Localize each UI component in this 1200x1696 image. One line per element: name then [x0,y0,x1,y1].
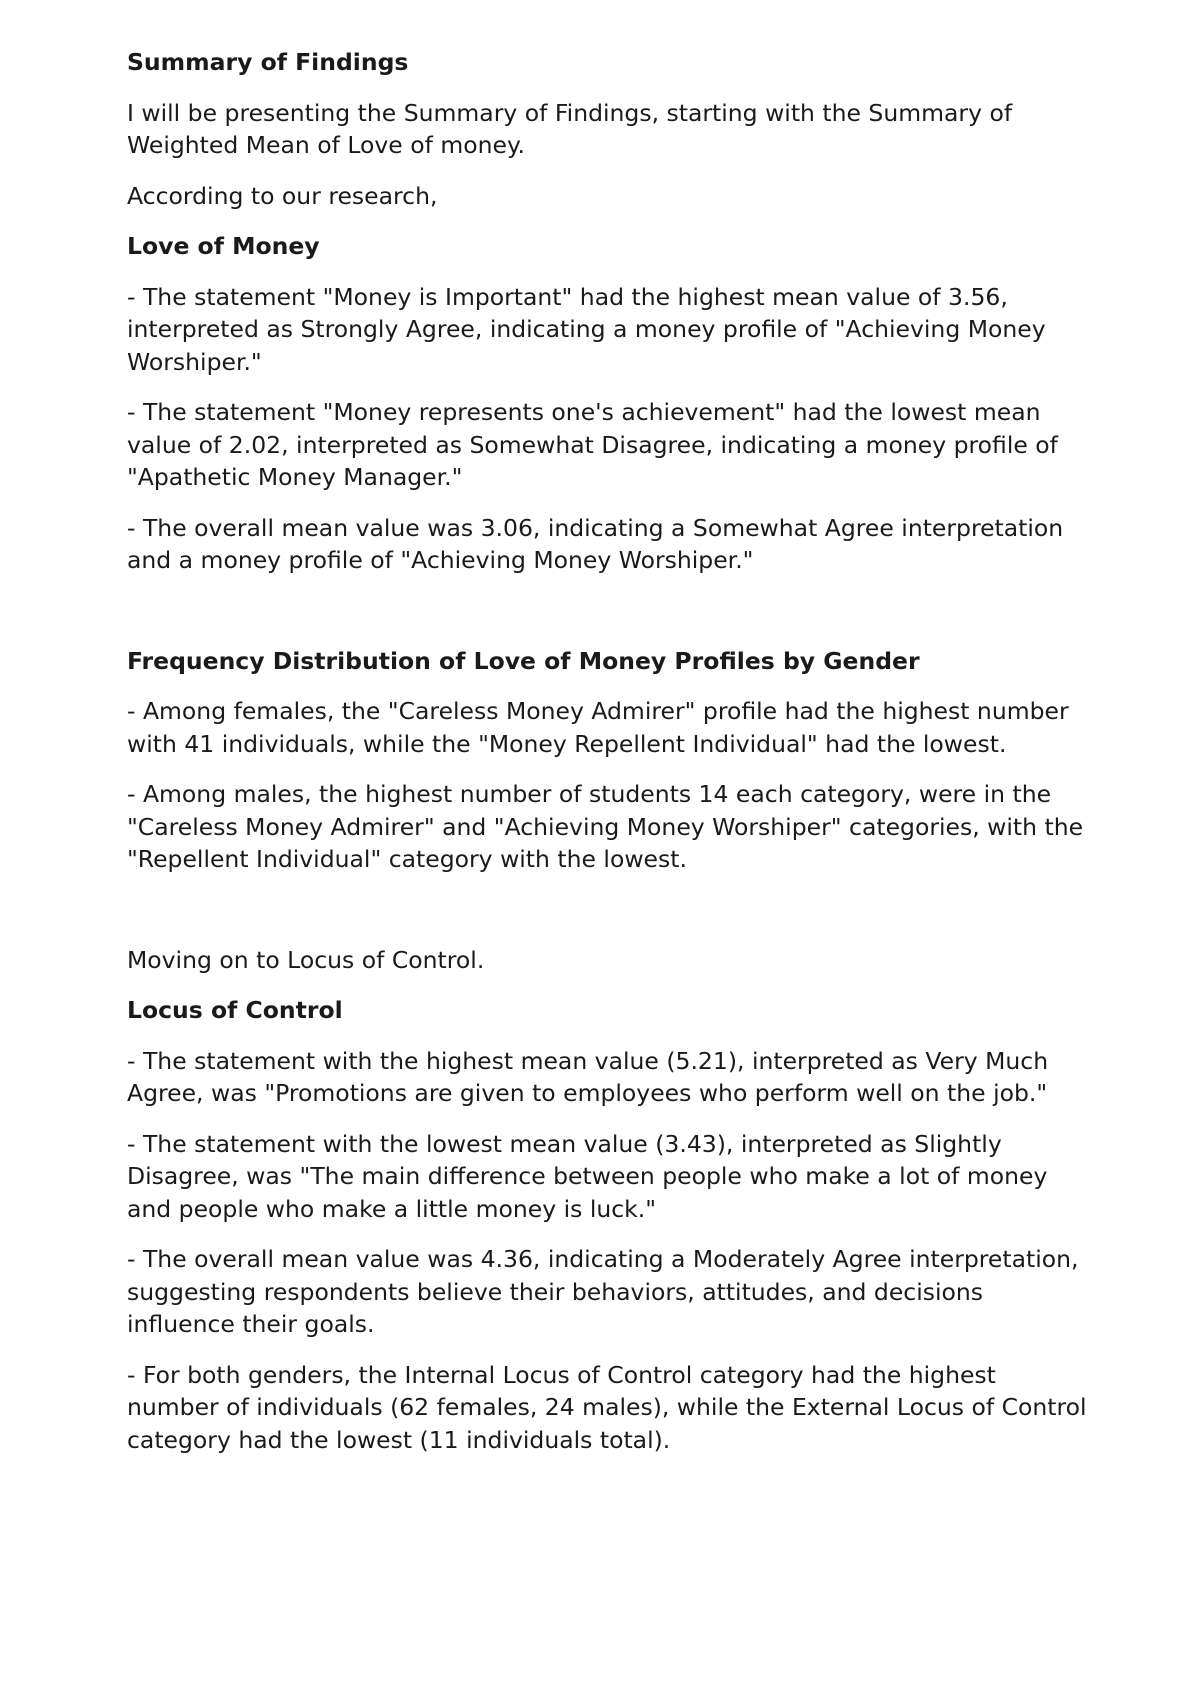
love-of-money-point: - The statement "Money is Important" had the highest mean value of 3.56, interpreted as Strongly Agree, indicating a money profile of "Achieving Money Worshiper." [127,282,1046,376]
page-title: Summary of Findings [127,48,409,76]
locus-point: - The overall mean value was 4.36, indicating a Moderately Agree interpretation, suggesting respondents believe their behaviors, attitudes, and decisions influence their goals. [127,1245,1079,1338]
locus-heading: Locus of Control [127,996,343,1024]
love-of-money-point: - The overall mean value was 3.06, indicating a Somewhat Agree interpretation and a money profile of "Achieving Money Worshiper." [127,513,1064,574]
intro-paragraph: I will be presenting the Summary of Findings, starting with the Summary of Weighted Mean of Love of money. [127,98,1013,159]
love-of-money-heading: Love of Money [127,232,320,260]
frequency-heading: Frequency Distribution of Love of Money Profiles by Gender [127,646,920,675]
frequency-point: - Among females, the "Careless Money Admirer" profile had the highest number with 41 individuals, while the "Money Repellent Individual" had the lowest. [127,697,1069,758]
lead-paragraph: According to our research, [127,181,438,210]
transition-paragraph: Moving on to Locus of Control. [127,945,485,974]
love-of-money-point: - The statement "Money represents one's achievement" had the lowest mean value of 2.02, interpreted as Somewhat Disagree, indicating a money profile of "Apathetic Money Manager." [127,398,1058,491]
frequency-point: - Among males, the highest number of students 14 each category, were in the "Careless Money Admirer" and "Achieving Money Worshiper" categories, with the "Repellent Individual" category with the lowest. [127,780,1084,873]
section-spacer [127,595,1087,645]
locus-point: - The statement with the highest mean value (5.21), interpreted as Very Much Agree, was "Promotions are given to employees who perform well on the job." [127,1046,1049,1107]
document-page [127,46,1087,1474]
locus-point: - The statement with the lowest mean value (3.43), interpreted as Slightly Disagree, was "The main difference between people who make a lot of money and people who make a little money is luck." [127,1129,1048,1223]
locus-point: - For both genders, the Internal Locus of Control category had the highest number of individuals (62 females, 24 males), while the External Locus of Control category had the lowest (11 individuals total). [127,1360,1087,1454]
section-spacer [127,894,1087,944]
